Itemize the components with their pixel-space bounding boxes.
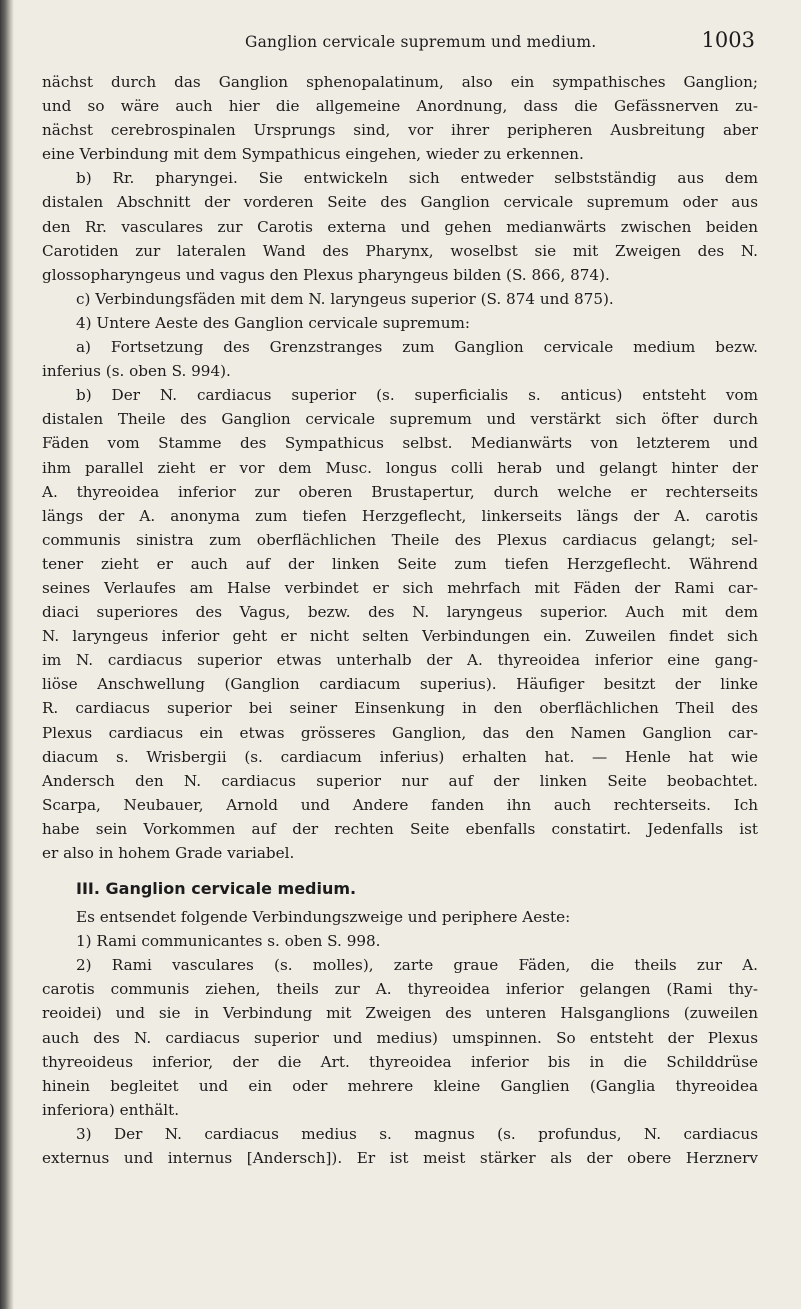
text-line: b) Der N. cardiacus superior (s. superficialis s. anticus) entsteht vom <box>76 386 758 405</box>
paragraph-block-ganglion-medium <box>42 905 758 1170</box>
running-head: Ganglion cervicale supremum und medium. <box>245 33 597 51</box>
section-heading: III. Ganglion cervicale medium. <box>76 879 357 899</box>
text-line: und so wäre auch hier die allgemeine Anordnung, dass die Gefässnerven zu- <box>42 97 758 116</box>
text-line: nächst cerebrospinalen Ursprungs sind, vor ihrer peripheren Ausbreitung aber <box>42 121 758 140</box>
text-line: Fäden vom Stamme des Sympathicus selbst. Medianwärts von letzterem und <box>42 434 758 453</box>
page-spine-shadow <box>0 0 14 1309</box>
text-line: auch des N. cardiacus superior und medius) umspinnen. So entsteht der Plexus <box>42 1028 758 1047</box>
text-line: tener zieht er auch auf der linken Seite zum tiefen Herzgeflecht. Während <box>42 554 758 573</box>
text-line: längs der A. anonyma zum tiefen Herzgeflecht, linkerseits längs der A. carotis <box>42 506 758 525</box>
text-line: communis sinistra zum oberflächlichen Theile des Plexus cardiacus gelangt; sel- <box>42 530 758 549</box>
text-line: 1) Rami communicantes s. oben S. 998. <box>76 932 381 951</box>
text-line: distalen Theile des Ganglion cervicale supremum und verstärkt sich öfter durch <box>42 410 758 429</box>
text-line: a) Fortsetzung des Grenzstranges zum Ganglion cervicale medium bezw. <box>76 338 758 357</box>
text-line: den Rr. vasculares zur Carotis externa und gehen medianwärts zwischen beiden <box>42 217 758 236</box>
text-line: ihm parallel zieht er vor dem Musc. longus colli herab und gelangt hinter der <box>42 458 758 477</box>
page-header <box>40 30 755 56</box>
text-line: Andersch den N. cardiacus superior nur auf der linken Seite beobachtet. <box>42 771 758 790</box>
text-line: c) Verbindungsfäden mit dem N. laryngeus superior (S. 874 und 875). <box>76 289 614 308</box>
text-line: hinein begleitet und ein oder mehrere kleine Ganglien (Ganglia thyreoidea <box>42 1076 758 1095</box>
body-text <box>42 70 758 1170</box>
text-line: Scarpa, Neubauer, Arnold und Andere fanden ihn auch rechterseits. Ich <box>42 795 758 814</box>
text-line: diacum s. Wrisbergii (s. cardiacum inferius) erhalten hat. — Henle hat wie <box>42 747 758 766</box>
text-line: glossopharyngeus und vagus den Plexus pharyngeus bilden (S. 866, 874). <box>42 265 610 284</box>
paragraph-block-ganglion-supremum <box>42 70 758 865</box>
text-line: Carotiden zur lateralen Wand des Pharynx, woselbst sie mit Zweigen des N. <box>42 241 758 260</box>
text-line: er also in hohem Grade variabel. <box>42 844 295 862</box>
text-line: distalen Abschnitt der vorderen Seite des Ganglion cervicale supremum oder aus <box>42 193 758 212</box>
text-line: liöse Anschwellung (Ganglion cardiacum superius). Häufiger besitzt der linke <box>42 675 758 694</box>
text-line: 3) Der N. cardiacus medius s. magnus (s. profundus, N. cardiacus <box>76 1124 758 1143</box>
text-line: diaci superiores des Vagus, bezw. des N. laryngeus superior. Auch mit dem <box>42 603 758 622</box>
text-line: im N. cardiacus superior etwas unterhalb der A. thyreoidea inferior eine gang- <box>42 651 758 670</box>
text-line: habe sein Vorkommen auf der rechten Seite ebenfalls constatirt. Jedenfalls ist <box>42 819 758 838</box>
text-line: Es entsendet folgende Verbindungszweige und periphere Aeste: <box>76 908 571 927</box>
text-line: Plexus cardiacus ein etwas grösseres Ganglion, das den Namen Ganglion car- <box>42 723 758 742</box>
text-line: 2) Rami vasculares (s. molles), zarte graue Fäden, die theils zur A. <box>76 956 758 975</box>
text-line: inferiora) enthält. <box>42 1100 180 1119</box>
page-number: 1003 <box>701 28 755 52</box>
text-line: R. cardiacus superior bei seiner Einsenkung in den oberflächlichen Theil des <box>42 699 758 718</box>
text-line: 4) Untere Aeste des Ganglion cervicale supremum: <box>76 313 470 332</box>
text-line: A. thyreoidea inferior zur oberen Brustapertur, durch welche er rechterseits <box>42 482 758 501</box>
text-line: externus und internus [Andersch]). Er ist meist stärker als der obere Herznerv <box>42 1149 758 1168</box>
text-line: thyreoideus inferior, der die Art. thyreoidea inferior bis in die Schilddrüse <box>42 1052 758 1071</box>
text-line: seines Verlaufes am Halse verbindet er sich mehrfach mit Fäden der Rami car- <box>42 578 758 597</box>
text-line: inferius (s. oben S. 994). <box>42 362 231 381</box>
text-line: eine Verbindung mit dem Sympathicus eingehen, wieder zu erkennen. <box>42 145 584 164</box>
text-line: N. laryngeus inferior geht er nicht selten Verbindungen ein. Zuweilen findet sich <box>42 627 758 646</box>
text-line: reoidei) und sie in Verbindung mit Zweigen des unteren Halsganglions (zuweilen <box>42 1004 758 1023</box>
text-line: nächst durch das Ganglion sphenopalatinum, also ein sympathisches Ganglion; <box>42 73 758 91</box>
text-line: b) Rr. pharyngei. Sie entwickeln sich entweder selbstständig aus dem <box>76 169 758 188</box>
text-line: carotis communis ziehen, theils zur A. thyreoidea inferior gelangen (Rami thy- <box>42 980 758 999</box>
